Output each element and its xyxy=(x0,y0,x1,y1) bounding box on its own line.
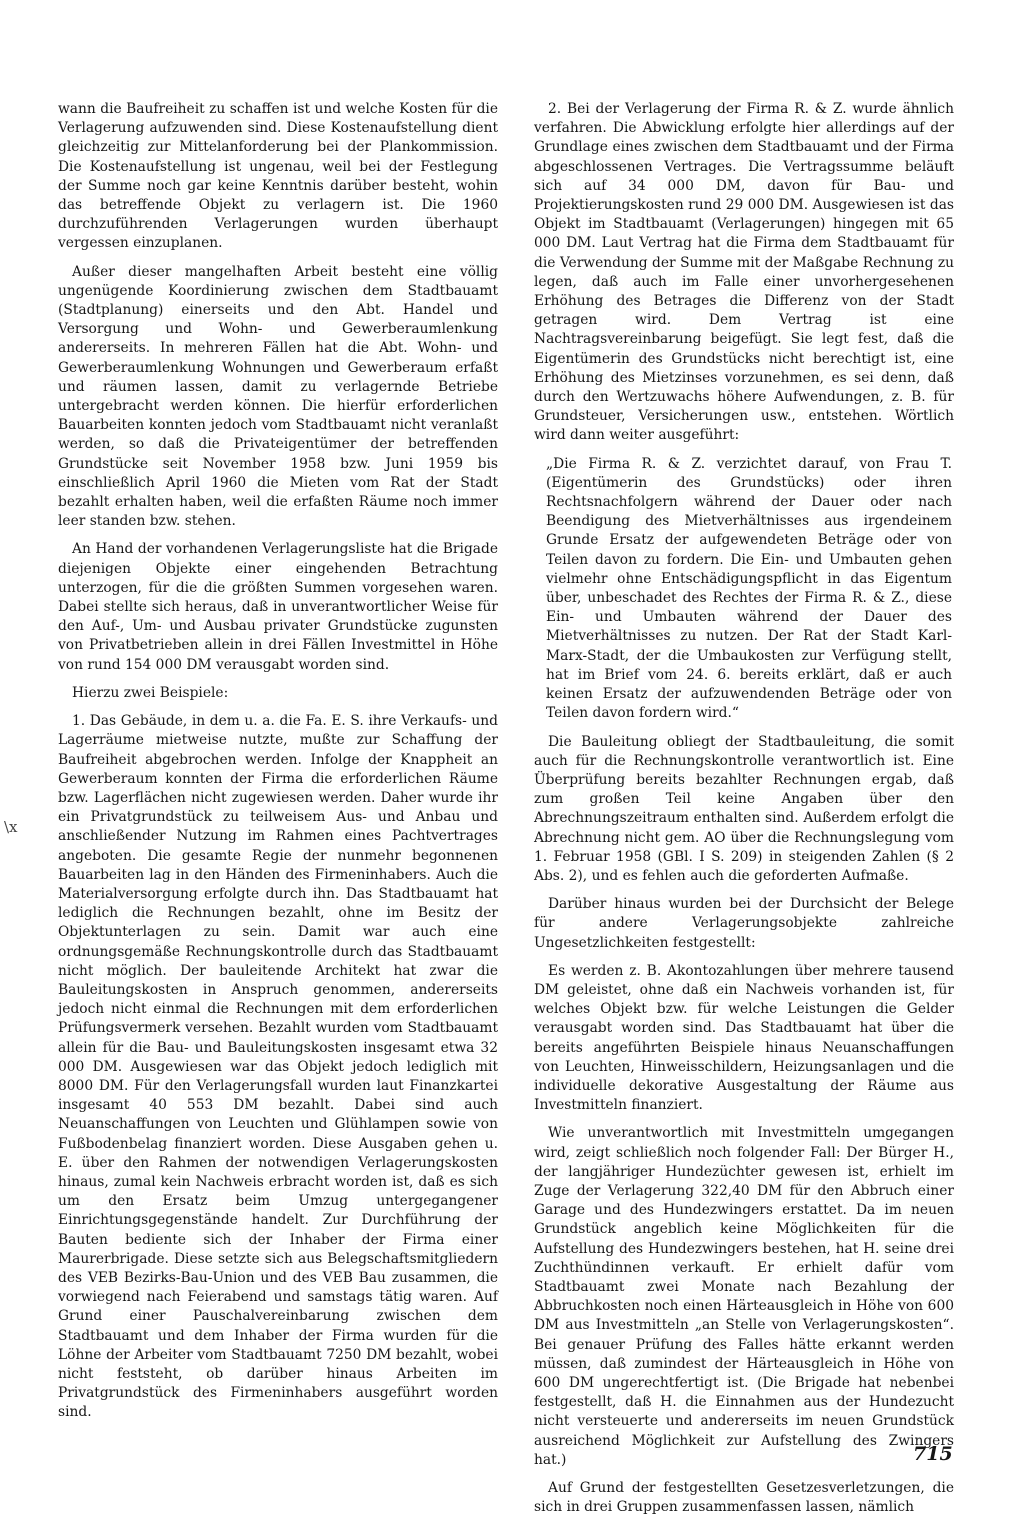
right-column xyxy=(534,100,954,1526)
left-column xyxy=(58,100,498,1432)
paragraph: Darüber hinaus wurden bei der Durchsicht der Belege für andere Verlagerungsobjekte zahlreiche Ungesetzlichkeiten festgestellt: xyxy=(534,896,954,951)
paragraph: Hierzu zwei Beispiele: xyxy=(72,684,229,701)
paragraph: 1. Das Gebäude, in dem u. a. die Fa. E. S. ihre Verkaufs- und Lagerräume mietweise nutzte, mußte zur Schaffung der Baufreiheit abgebrochen werden. Infolge der Knappheit an Gewerberaum konnten der Firma die erforderlichen Räume bzw. Lagerflächen nicht zugewiesen werden. Daher wurde ihr ein Privatgrundstück zu teilweisem Aus- und Anbau und anschließender Nutzung im Rahmen eines Pachtvertrages angeboten. Die gesamte Regie der nunmehr begonnenen Bauarbeiten lag in den Händen des Firmeninhabers. Auch die Materialversorgung erfolgte durch ihn. Das Stadtbauamt hat lediglich die Rechnungen bezahlt, ohne im Besitz der Objektunterlagen zu sein. Damit war auch eine ordnungsgemäße Rechnungskontrolle durch das Stadtbauamt nicht möglich. Der bauleitende Architekt hat zwar die Bauleitungskosten in Anspruch genommen, andererseits jedoch nicht einmal die Rechnungen mit dem erforderlichen Prüfungsvermerk versehen. Bezahlt wurden vom Stadtbauamt allein für die Bau- und Bauleitungskosten insgesamt etwa 32 000 DM. Ausgewiesen war das Objekt jedoch lediglich mit 8000 DM. Für den Verlagerungsfall wurden laut Finanzkartei insgesamt 40 553 DM bezahlt. Dabei sind auch Neuanschaffungen von Leuchten und Glühlampen sowie von Fußbodenbelag finanziert worden. Diese Ausgaben gehen u. E. über den Rahmen der notwendigen Verlagerungskosten hinaus, zumal kein Nachweis erbracht worden ist, daß es sich um den Ersatz beim Umzug untergegangener Einrichtungsgegenstände handelt. Zur Durchführung der Bauten bediente sich der Inhaber der Firma einer Maurerbrigade. Diese setzte sich aus Belegschaftsmitgliedern des VEB Bezirks-Bau-Union und des VEB Bau zusammen, die vorwiegend nach Feierabend und samstags tätig waren. Auf Grund einer Pauschalvereinbarung zwischen dem Stadtbauamt und dem Inhaber der Firma wurden für die Löhne der Arbeiter vom Stadtbauamt 7250 DM bezahlt, wobei nicht feststeht, ob darüber hinaus Arbeiten im Privatgrundstück des Firmeninhabers ausgeführt worden sind. xyxy=(58,713,498,1421)
quotation-paragraph: „Die Firma R. & Z. verzichtet darauf, von Frau T. (Eigentümerin des Grundstücks) oder ihren Rechtsnachfolgern während der Dauer oder nach Beendigung des Mietverhältnisses aus irgendeinem Grunde Ersatz der aufgewendeten Beträge oder von Teilen davon zu fordern. Die Ein- und Umbauten gehen vielmehr ohne Entschädigungspflicht in das Eigentum über, unbeschadet des Rechtes der Firma R. & Z., diese Ein- und Umbauten während der Dauer des Mietverhältnisses zu nutzen. Der Rat der Stadt Karl-Marx-Stadt, der die Umbaukosten zur Verfügung stellt, hat im Brief vom 24. 6. bereits erklärt, daß er auch keinen Ersatz der aufzuwendenden Beträge oder von Teilen davon fordern wird.“ xyxy=(546,455,952,722)
paragraph: 2. Bei der Verlagerung der Firma R. & Z. wurde ähnlich verfahren. Die Abwicklung erfolgte hier allerdings auf der Grundlage eines zwischen dem Stadtbauamt und der Firma abgeschlossenen Vertrages. Die Vertragssumme beläuft sich auf 34 000 DM, davon für Bau- und Projektierungskosten rund 29 000 DM. Ausgewiesen ist das Objekt im Stadtbauamt (Verlagerungen) hingegen mit 65 000 DM. Laut Vertrag hat die Firma dem Stadtbauamt für die Verwendung der Summe mit der Maßgabe Rechnung zu legen, daß auch im Falle einer unvorhergesehenen Erhöhung des Betrages die Differenz von der Stadt getragen wird. Dem Vertrag ist eine Nachtragsvereinbarung beigefügt. Sie legt fest, daß die Eigentümerin des Grundstücks nicht berechtigt ist, eine Erhöhung des Mietzinses vorzunehmen, es sei denn, daß durch den Wertzuwachs höhere Aufwendungen, z. B. für Grundsteuer, Versicherungen usw., entstehen. Wörtlich wird dann weiter ausgeführt: xyxy=(534,101,954,444)
paragraph: An Hand der vorhandenen Verlagerungsliste hat die Brigade diejenigen Objekte einer eingehenden Betrachtung unterzogen, für die die größten Summen vorgesehen waren. Dabei stellte sich heraus, daß in unverantwortlicher Weise für den Auf-, Um- und Ausbau privater Grundstücke zugunsten von Privatbetrieben allein in drei Fällen Investmittel in Höhe von rund 154 000 DM verausgabt worden sind. xyxy=(58,541,498,673)
paragraph: Wie unverantwortlich mit Investmitteln umgegangen wird, zeigt schließlich noch folgender Fall: Der Bürger H., der langjähriger Hundezüchter gewesen ist, erhielt im Zuge der Verlagerung 322,40 DM für den Abbruch einer Garage und des Hundezwingers erstattet. Da im neuen Grundstück angeblich keine Möglichkeiten für die Aufstellung des Hundezwingers bestehen, hat H. seine drei Zuchthündinnen verkauft. Er erhielt dafür vom Stadtbauamt zwei Monate nach Bezahlung der Abbruchkosten noch einen Härteausgleich in Höhe von 600 DM aus Investmitteln „an Stelle von Verlagerungskosten“. Bei genauer Prüfung des Falles hätte erkannt werden müssen, daß zumindest der Härteausgleich in Höhe von 600 DM ungerechtfertigt ist. (Die Brigade hat nebenbei festgestellt, daß H. die Einnahmen aus der Hundezucht nicht versteuerte und andererseits im neuen Grundstück ausreichend Möglichkeit zur Aufstellung des Zwingers hat.) xyxy=(534,1125,954,1468)
paragraph: Außer dieser mangelhaften Arbeit besteht eine völlig ungenügende Koordinierung zwischen dem Stadtbauamt (Stadtplanung) einerseits und den Abt. Handel und Versorgung und Wohn- und Gewerberaumlenkung andererseits. In mehreren Fällen hat die Abt. Wohn- und Gewerberaumlenkung Wohnungen und Gewerberaum erfaßt und räumen lassen, damit zu verlagernde Betriebe untergebracht werden können. Die hierfür erforderlichen Bauarbeiten konnten jedoch vom Stadtbauamt nicht veranlaßt werden, so daß die Privateigentümer der betreffenden Grundstücke seit November 1958 bzw. Juni 1959 bis einschließlich April 1960 die Mieten vom Rat der Stadt bezahlt erhalten haben, weil die erfaßten Räume noch immer leer standen bzw. stehen. xyxy=(58,263,498,530)
paragraph: Die Bauleitung obliegt der Stadtbauleitung, die somit auch für die Rechnungskontrolle verantwortlich ist. Eine Überprüfung bereits bezahlter Rechnungen ergab, daß zum großen Teil keine Angaben über den Abrechnungszeitraum enthalten sind. Außerdem erfolgt die Abrechnung nicht gem. AO über die Rechnungslegung vom 1. Februar 1958 (GBl. I S. 209) in steigenden Zahlen (§ 2 Abs. 2), und es fehlen auch die geforderten Aufmaße. xyxy=(534,733,954,884)
paragraph: Es werden z. B. Akontozahlungen über mehrere tausend DM geleistet, ohne daß ein Nachweis vorhanden ist, für welches Objekt bzw. für welche Leistungen die Gelder verausgabt worden sind. Das Stadtbauamt hat über die bereits angeführten Beispiele hinaus Neuanschaffungen von Leuchten, Hinweisschildern, Heizungsanlagen und die individuelle dekorative Ausgestaltung der Räume aus Investmitteln finanziert. xyxy=(534,962,954,1114)
paragraph: Auf Grund der festgestellten Gesetzesverletzungen, die sich in drei Gruppen zusammenfassen lassen, nämlich xyxy=(534,1480,954,1516)
paragraph: wann die Baufreiheit zu schaffen ist und welche Kosten für die Verlagerung aufzuwenden sind. Diese Kostenaufstellung dient gleichzeitig zur Mittelanforderung bei der Plankommission. Die Kostenaufstellung ist ungenau, weil bei der Festlegung der Summe noch gar keine Kenntnis darüber besteht, wohin das betreffende Objekt zu verlagern ist. Die 1960 durchzuführenden Verlagerungen wurden überhaupt vergessen einzuplanen. xyxy=(58,101,498,252)
margin-mark: \x xyxy=(4,818,18,836)
page-number: 715 xyxy=(913,1443,953,1465)
